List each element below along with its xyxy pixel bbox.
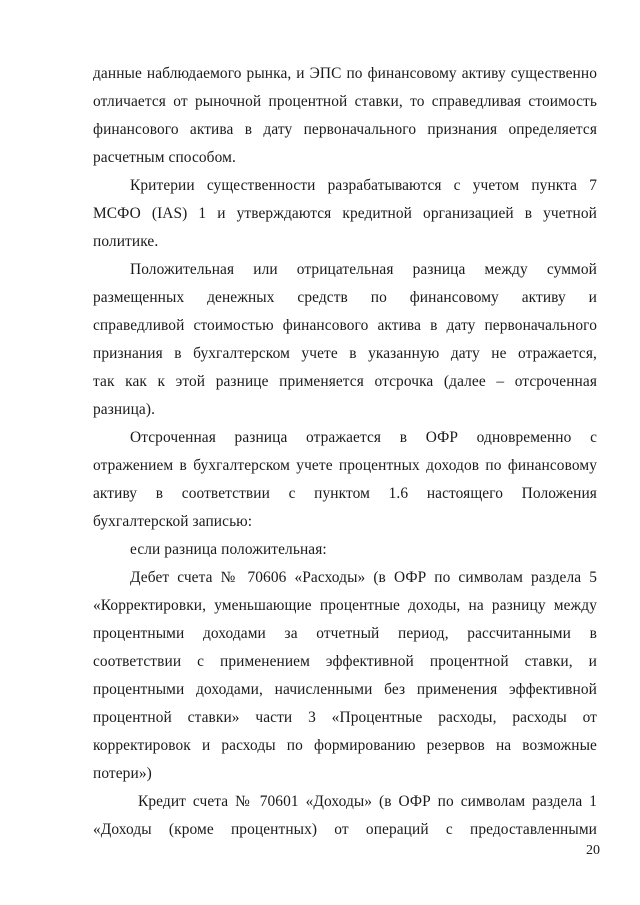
text-line: разница). (93, 401, 156, 418)
text-line: признания в бухгалтерском учете в указанную дату не отражается, (93, 345, 597, 362)
text-line: Отсроченная разница отражается в ОФР одновременно с (130, 429, 597, 446)
text-line: политике. (93, 233, 159, 250)
text-line: Критерии существенности разрабатываются с учетом пункта 7 (130, 177, 597, 194)
text-line: размещенных денежных средств по финансовому активу и (93, 289, 597, 306)
text-line: справедливой стоимостью финансового актива в дату первоначального (93, 317, 597, 334)
text-line: бухгалтерской записью: (93, 513, 253, 530)
text-line: Положительная или отрицательная разница между суммой (130, 261, 597, 278)
text-line: финансового актива в дату первоначального признания определяется (93, 121, 597, 138)
page-number: 20 (586, 843, 600, 858)
text-line: данные наблюдаемого рынка, и ЭПС по финансовому активу существенно (93, 65, 597, 82)
text-line: отличается от рыночной процентной ставки, то справедливая стоимость (93, 93, 597, 110)
text-line: «Корректировки, уменьшающие процентные доходы, на разницу между (93, 597, 597, 614)
text-line: так как к этой разнице применяется отсрочка (далее – отсроченная (93, 373, 597, 390)
text-line: потери») (93, 765, 152, 782)
text-line: Дебет счета № 70606 «Расходы» (в ОФР по символам раздела 5 (130, 569, 597, 586)
text-line: если разница положительная: (130, 541, 327, 558)
text-line: процентными доходами, начисленными без применения эффективной (93, 681, 597, 698)
text-line: МСФО (IAS) 1 и утверждаются кредитной организацией в учетной (93, 205, 597, 222)
text-line: процентной ставки» части 3 «Процентные расходы, расходы от (93, 709, 597, 726)
text-line: соответствии с применением эффективной процентной ставки, и (93, 653, 597, 670)
text-line: процентными доходами за отчетный период, рассчитанными в (93, 625, 597, 642)
text-line: Кредит счета № 70601 «Доходы» (в ОФР по символам раздела 1 (138, 793, 597, 810)
text-line: расчетным способом. (93, 149, 236, 166)
text-line: активу в соответствии с пунктом 1.6 настоящего Положения (93, 485, 597, 502)
text-line: «Доходы (кроме процентных) от операций с предоставленными (93, 821, 597, 838)
text-line: корректировок и расходы по формированию резервов на возможные (93, 737, 597, 754)
text-line: отражением в бухгалтерском учете процентных доходов по финансовому (93, 457, 597, 474)
